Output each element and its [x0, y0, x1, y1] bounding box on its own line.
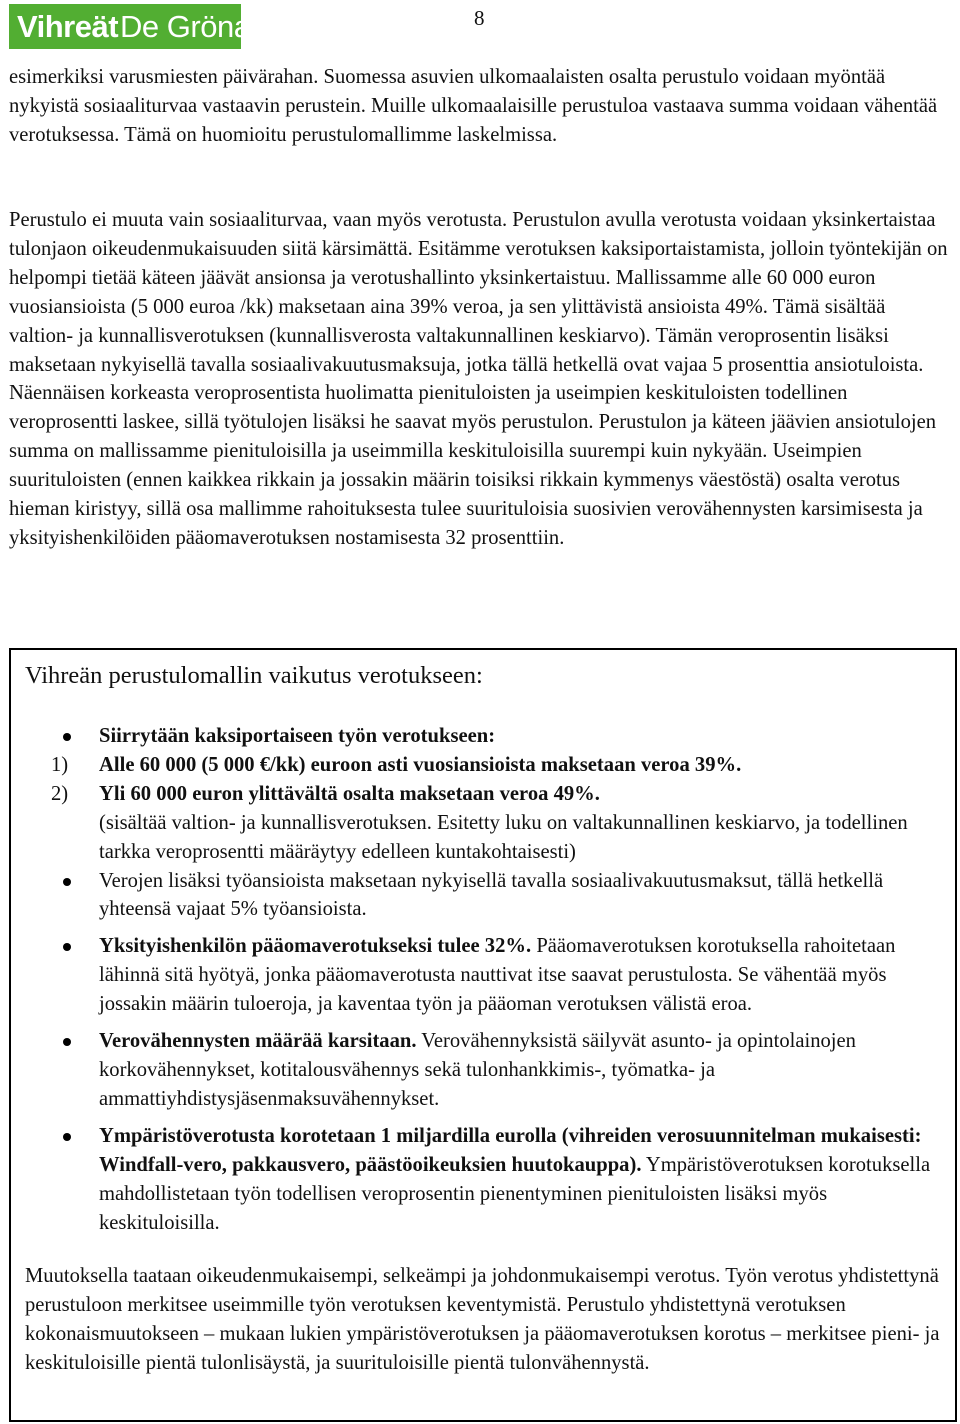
list-item — [25, 932, 945, 1019]
list-item — [25, 751, 945, 780]
closing-paragraph: Muutoksella taataan oikeudenmukaisempi, selkeämpi ja johdonmukaisempi verotus. Työn verotus yhdistettynä perustuloon merkitsee useimmille työn verotuksen keventymistä. Perustulo yhdistettynä verotuksen kokonaismuutokseen – mukaan lukien ympäristöverotuksen ja pääomaverotuksen korotus – merkitsee pieni- ja keskituloisille pientä tulonlisäystä, ja suurituloisille pientä tulonvähennystä. — [25, 1265, 940, 1374]
item-note: (sisältää valtion- ja kunnallisverotuksen. Esitetty luku on valtakunnallinen keskiarvo, ja todellinen tarkka veroprosentti määräytyy edelleen kuntakohtaisesti) — [99, 811, 908, 863]
list-item — [25, 722, 945, 751]
box-title: Vihreän perustulomallin vaikutus verotukseen: — [25, 662, 483, 689]
intro-paragraph-1: esimerkiksi varusmiesten päivärahan. Suomessa asuvien ulkomaalaisten osalta perustulo voidaan myöntää nykyistä sosiaaliturvaa vastaavin perustein. Muille ulkomaalaisille perustuloa vastaava summa voidaan vähentää verotuksessa. Tämä on huomioitu perustulomallimme laskelmissa. — [9, 66, 938, 146]
item-text: Verovähennyksistä säilyvät asunto- ja opintolainojen korkovähennykset, kotitalousvähennys sekä tulonhankkimis-, työmatka- ja ammattiyhdistysjäsenmaksuvähennykset. — [99, 1030, 856, 1110]
bullet-icon — [63, 1133, 71, 1141]
list-item — [25, 1122, 945, 1238]
item-text: Pääomaverotuksen korotuksella rahoitetaan lähinnä sitä hyötyä, jonka pääomaverotusta nauttivat itse saavat perustulosta. Se vähentää myös jossakin määrin tuloeroja, ja kaventaa työn ja pääoman verotuksen välistä eroa. — [99, 935, 896, 1016]
vihreat-logo — [9, 4, 251, 49]
logo-text-vihreat: Vihreät — [17, 8, 119, 44]
bullet-icon — [63, 943, 71, 951]
intro-paragraph-2: Perustulo ei muuta vain sosiaaliturvaa, vaan myös verotusta. Perustulon avulla verotusta voidaan yksinkertaistaa tulonjaon oikeudenmukaisuuden siitä kärsimättä. Esitämme verotuksen kaksiportaistamista, jolloin työntekijän on helpompi tietää käteen jäävät ansionsa ja verotushallinto yksinkertaistuu. Mallissamme alle 60 000 euron vuosiansioista (5 000 euroa /kk) maksetaan aina 39% veroa, ja sen ylittävistä ansioista 49%. Tämä sisältää valtion- ja kunnallisverotuksen (kunnallisverosta valtakunnallinen keskiarvo). Tämän veroprosentin lisäksi maksetaan nykyisellä tavalla sosiaalivakuutusmaksuja, jotka tällä hetkellä ovat vajaa 5 prosenttia ansiotuloista. Näennäisen korkeasta veroprosentista huolimatta pienituloisten ja useimpien keskituloisten todellinen veroprosentti laskee, sillä työtulojen lisäksi he saavat myös perustulon. Perustulon ja käteen jäävien ansiotulojen summa on mallissamme pienituloisilla ja useimmilla keskituloisilla suurempi kuin nykyään. Useimpien suurituloisten (ennen kaikkea rikkain ja jossakin määrin toisiksi rikkain kymmenys väestöstä) osalta verotus hieman kiristyy, sillä osa mallimme rahoituksesta tulee suurituloisia suosivien verovähennysten karsimisesta ja yksityishenkilöiden pääomaverotuksen nostamisesta 32 prosenttiin. — [9, 209, 948, 549]
page-number: 8 — [474, 6, 485, 30]
item-bold-text: Alle 60 000 (5 000 €/kk) euroon asti vuosiansioista maksetaan veroa 39%. — [99, 753, 742, 776]
item-bold-text: Siirrytään kaksiportaiseen työn verotukseen: — [99, 725, 496, 747]
tax-effects-list — [25, 722, 945, 1237]
list-item — [25, 867, 945, 925]
list-number: 2) — [51, 782, 69, 805]
item-text: Ympäristöverotuksen korotuksella mahdollistetaan työn todellisen veroprosentin pienentyminen pienituloisten lisäksi myös keskituloisilla. — [99, 1153, 931, 1234]
item-bold-text: Yli 60 000 euron ylittävältä osalta maksetaan veroa 49%. — [99, 782, 600, 805]
item-bold-text: Ympäristöverotusta korotetaan 1 miljardilla eurolla (vihreiden verosuunnitelman mukaisesti: Windfall-vero, pakkausvero, päästöoikeuksien huutokauppa). — [99, 1124, 922, 1176]
bullet-icon — [63, 733, 71, 741]
logo-text-de-grona: De Gröna — [120, 8, 251, 44]
list-number: 1) — [51, 753, 69, 776]
list-item — [25, 1027, 945, 1114]
tax-effects-box — [9, 648, 957, 1422]
item-bold-text: Yksityishenkilön pääomaverotukseksi tulee 32%. — [99, 935, 532, 958]
item-bold-text: Verovähennysten määrää karsitaan. — [99, 1030, 417, 1053]
bullet-icon — [63, 1038, 71, 1046]
bullet-icon — [63, 878, 71, 886]
item-text: Verojen lisäksi työansioista maksetaan nykyisellä tavalla sosiaalivakuutusmaksut, tällä hetkellä yhteensä vajaat 5% työansioista. — [99, 869, 884, 921]
list-item — [25, 780, 945, 867]
